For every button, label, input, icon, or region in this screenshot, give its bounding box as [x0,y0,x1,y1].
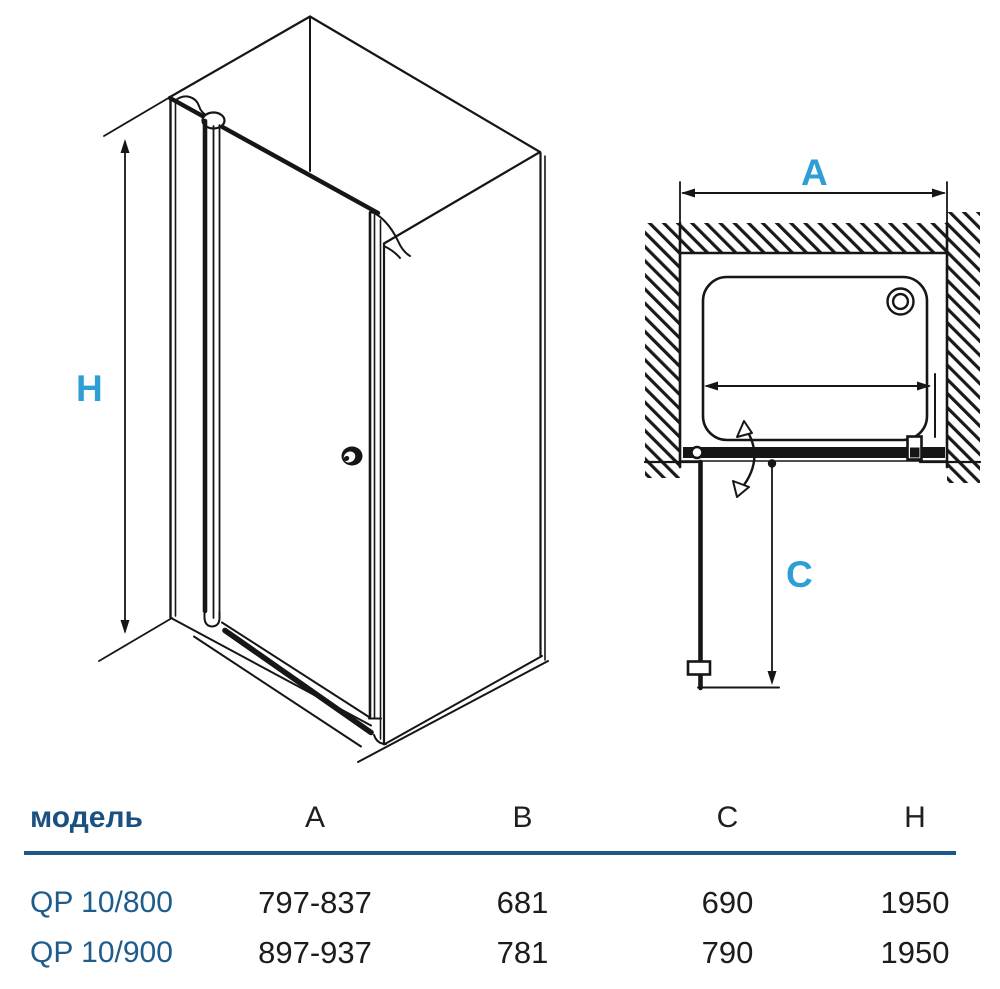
value-cell-b: 681 [496,885,549,920]
header-cell-model: модель [30,801,143,834]
bottom-rail [172,619,371,747]
value-cell-a: 897-937 [258,935,372,970]
wall-hatch-top [680,223,947,253]
right-wall [358,153,548,762]
hinge-pivot [692,447,703,458]
value-cell-c: 790 [701,935,754,970]
hinge-pillar [176,96,225,626]
table-row [0,935,1000,971]
door-handle-plan [688,662,710,675]
b-dimension-line [704,374,935,437]
door-knob-3d [342,447,363,466]
table-header-rule [24,851,956,855]
value-cell-a: 797-837 [258,885,372,920]
model-name-cell: QP 10/800 [30,886,173,919]
drain-circle [888,289,914,315]
wall-hatch-right [947,212,980,483]
c-dimension-label: C [786,554,813,595]
door-swing-arc [733,421,754,497]
door-jamb-post [369,212,410,744]
door-closed-bar [683,447,945,458]
header-cell-h: H [904,801,926,834]
table-row [0,885,1000,921]
wall-bracket [908,437,922,460]
wall-hatch-left [645,223,680,478]
value-cell-h: 1950 [880,935,950,970]
c-dimension-line [768,459,777,685]
value-cell-b: 781 [496,935,549,970]
dimensions-table [0,790,1000,989]
table-header-row [0,800,1000,836]
header-cell-c: C [716,801,739,834]
isometric-view [76,17,548,763]
plan-view [645,152,980,688]
h-dimension-line [121,139,130,634]
value-cell-c: 690 [701,885,754,920]
value-cell-h: 1950 [880,885,950,920]
header-cell-b: B [512,801,533,834]
header-cell-a: A [304,801,325,834]
h-dimension-label: H [76,368,103,409]
ceiling-frame [170,17,540,244]
niche-wall-lines [645,223,980,467]
model-name-cell: QP 10/900 [30,936,173,969]
a-dimension-label: A [801,152,828,193]
left-wall-edge [99,97,176,662]
